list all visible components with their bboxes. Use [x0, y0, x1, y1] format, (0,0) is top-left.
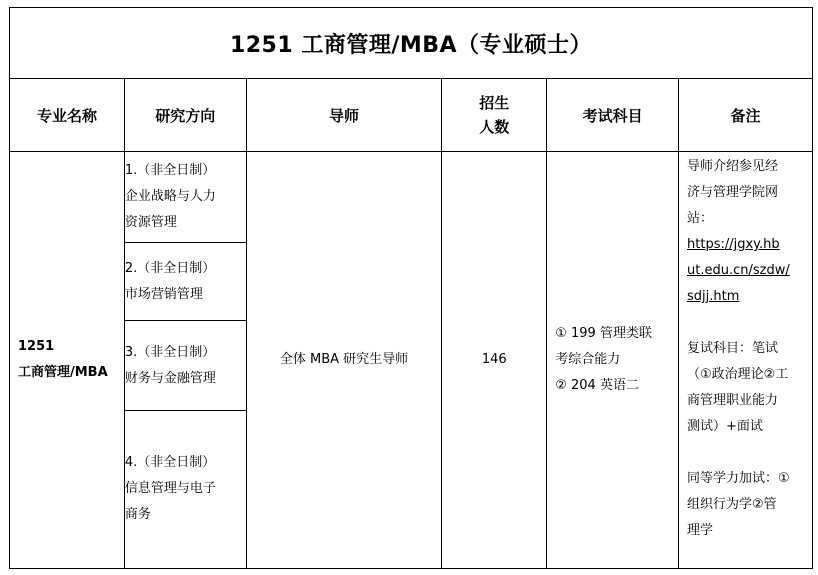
- advisor-cell: 全体 MBA 研究生导师: [246, 152, 442, 569]
- direction-4-line1: 4.（非全日制）: [124, 455, 216, 471]
- list-item: [125, 410, 246, 568]
- remarks-spacer: [687, 310, 812, 336]
- remarks-url1[interactable]: https://jgxy.hb: [687, 237, 780, 252]
- remarks-url3[interactable]: sdjj.htm: [687, 289, 740, 304]
- remarks-spacer: [687, 440, 812, 466]
- exam-line1: ① 199 管理类联: [555, 326, 652, 341]
- remarks-cell: [679, 152, 813, 569]
- header-enroll-line1: 招生: [479, 94, 510, 112]
- direction-cell: [124, 152, 246, 569]
- list-item: [125, 242, 246, 320]
- exam-cell: [547, 152, 679, 569]
- major-name: 工商管理/MBA: [18, 365, 108, 380]
- remarks-retest1: 复试科目：笔试: [687, 341, 779, 356]
- remarks-extra2: 组织行为学②管: [687, 497, 777, 512]
- remarks-intro3: 站：: [687, 211, 714, 226]
- remarks-extra3: 理学: [687, 523, 714, 538]
- direction-3-line1: 3.（非全日制）: [124, 344, 216, 360]
- direction-1-line2: 企业战略与人力: [124, 188, 216, 204]
- major-cell: [10, 152, 125, 569]
- remarks-retest4: 测试）+面试: [687, 419, 763, 434]
- header-major-name: 专业名称: [10, 79, 125, 152]
- list-item: [125, 152, 246, 242]
- direction-3-line2: 财务与金融管理: [124, 370, 216, 386]
- remarks-retest2: （①政治理论②工: [687, 367, 789, 382]
- header-row: [10, 79, 813, 152]
- program-table: [9, 78, 813, 569]
- admission-page: [9, 7, 813, 569]
- enroll-count-cell: 146: [442, 152, 547, 569]
- page-title: 1251 工商管理/MBA（专业硕士）: [9, 7, 813, 79]
- header-remarks: 备注: [679, 79, 813, 152]
- header-advisor: 导师: [246, 79, 442, 152]
- remarks-retest3: 商管理职业能力: [687, 393, 779, 408]
- exam-line2: 考综合能力: [555, 352, 621, 367]
- remarks-url2[interactable]: ut.edu.cn/szdw/: [687, 263, 790, 278]
- major-code: 1251: [18, 339, 55, 354]
- direction-4-line2: 信息管理与电子: [124, 481, 216, 497]
- direction-4-line3: 商务: [124, 507, 151, 523]
- exam-line3: ② 204 英语二: [555, 378, 639, 393]
- table-row: [10, 152, 813, 569]
- list-item: [125, 321, 246, 410]
- direction-2-line2: 市场营销管理: [124, 286, 203, 302]
- remarks-extra1: 同等学力加试：①: [687, 471, 790, 486]
- direction-1-line1: 1.（非全日制）: [124, 162, 216, 178]
- remarks-intro1: 导师介绍参见经: [687, 159, 779, 174]
- header-enroll-line2: 人数: [479, 118, 510, 136]
- header-direction: 研究方向: [124, 79, 246, 152]
- direction-list: [125, 152, 246, 568]
- direction-1-line3: 资源管理: [124, 214, 177, 230]
- direction-2-line1: 2.（非全日制）: [124, 260, 216, 276]
- remarks-intro2: 济与管理学院网: [687, 185, 779, 200]
- header-exam-subjects: 考试科目: [547, 79, 679, 152]
- header-enroll-count: [442, 79, 547, 152]
